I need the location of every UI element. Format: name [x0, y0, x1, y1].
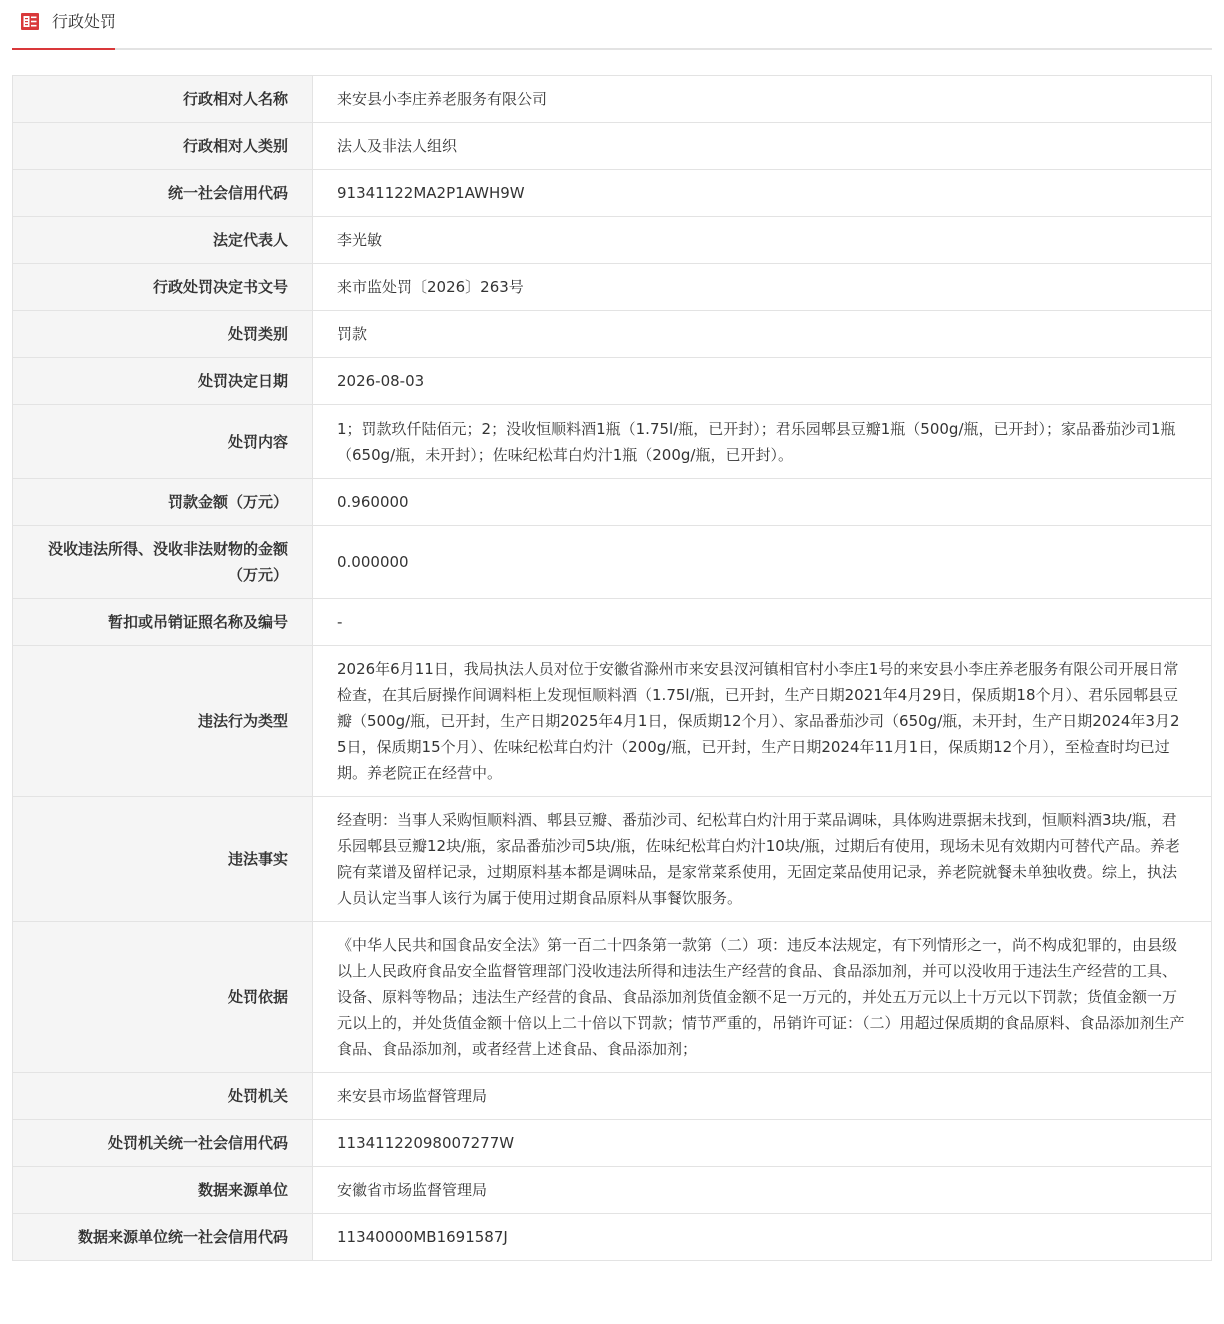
table-row	[13, 922, 1212, 1073]
field-label: 处罚类别	[13, 311, 313, 358]
table-row	[13, 123, 1212, 170]
table-row	[13, 1120, 1212, 1167]
field-value: 来市监处罚〔2026〕263号	[313, 264, 1212, 311]
field-value: 李光敏	[313, 217, 1212, 264]
table-row	[13, 1167, 1212, 1214]
field-label: 数据来源单位	[13, 1167, 313, 1214]
table-row	[13, 797, 1212, 922]
field-label: 没收违法所得、没收非法财物的金额（万元）	[13, 526, 313, 599]
field-value: -	[313, 599, 1212, 646]
field-label: 处罚机关统一社会信用代码	[13, 1120, 313, 1167]
table-row	[13, 170, 1212, 217]
table-row	[13, 646, 1212, 797]
field-value: 11340000MB1691587J	[313, 1214, 1212, 1261]
field-value: 《中华人民共和国食品安全法》第一百二十四条第一款第（二）项：违反本法规定，有下列情形之一，尚不构成犯罪的，由县级以上人民政府食品安全监督管理部门没收违法所得和违法生产经营的食品、食品添加剂，并可以没收用于违法生产经营的工具、设备、原料等物品；违法生产经营的食品、食品添加剂货值金额不足一万元的，并处五万元以上十万元以下罚款；货值金额一万元以上的，并处货值金额十倍以上二十倍以下罚款；情节严重的，吊销许可证：（二）用超过保质期的食品原料、食品添加剂生产食品、食品添加剂，或者经营上述食品、食品添加剂；	[313, 922, 1212, 1073]
table-row	[13, 1073, 1212, 1120]
field-label: 违法行为类型	[13, 646, 313, 797]
field-label: 违法事实	[13, 797, 313, 922]
penalty-detail-table	[12, 75, 1212, 1261]
tab-administrative-penalty[interactable]	[12, 0, 115, 50]
field-value: 经查明：当事人采购恒顺料酒、郫县豆瓣、番茄沙司、纪松茸白灼汁用于菜品调味，具体购进票据未找到，恒顺料酒3块/瓶，君乐园郫县豆瓣12块/瓶，家品番茄沙司5块/瓶，佐味纪松茸白灼汁10块/瓶，过期后有使用，现场未见有效期内可替代产品。养老院有菜谱及留样记录，过期原料基本都是调味品，是家常菜系使用，无固定菜品使用记录，养老院就餐未单独收费。综上，执法人员认定当事人该行为属于使用过期食品原料从事餐饮服务。	[313, 797, 1212, 922]
field-label: 处罚决定日期	[13, 358, 313, 405]
field-label: 数据来源单位统一社会信用代码	[13, 1214, 313, 1261]
field-label: 行政相对人名称	[13, 76, 313, 123]
tab-label: 行政处罚	[52, 12, 117, 31]
field-label: 行政相对人类别	[13, 123, 313, 170]
field-label: 处罚机关	[13, 1073, 313, 1120]
field-value: 法人及非法人组织	[313, 123, 1212, 170]
field-label: 处罚依据	[13, 922, 313, 1073]
table-row	[13, 311, 1212, 358]
field-label: 暂扣或吊销证照名称及编号	[13, 599, 313, 646]
document-list-icon	[21, 13, 39, 30]
table-row	[13, 76, 1212, 123]
field-value: 11341122098007277W	[313, 1120, 1212, 1167]
table-row	[13, 217, 1212, 264]
field-value: 来安县小李庄养老服务有限公司	[313, 76, 1212, 123]
table-row	[13, 358, 1212, 405]
field-value: 1；罚款玖仟陆佰元；2；没收恒顺料酒1瓶（1.75l/瓶，已开封）；君乐园郫县豆瓣1瓶（500g/瓶，已开封）；家品番茄沙司1瓶（650g/瓶，未开封）；佐味纪松茸白灼汁1瓶（200g/瓶，已开封）。	[313, 405, 1212, 479]
table-row	[13, 526, 1212, 599]
field-label: 罚款金额（万元）	[13, 479, 313, 526]
field-value: 来安县市场监督管理局	[313, 1073, 1212, 1120]
field-value: 安徽省市场监督管理局	[313, 1167, 1212, 1214]
field-value: 0.000000	[313, 526, 1212, 599]
page-header	[12, 0, 1212, 50]
field-value: 2026-08-03	[313, 358, 1212, 405]
field-label: 行政处罚决定书文号	[13, 264, 313, 311]
table-row	[13, 1214, 1212, 1261]
field-label: 处罚内容	[13, 405, 313, 479]
table-row	[13, 599, 1212, 646]
table-row	[13, 405, 1212, 479]
field-label: 法定代表人	[13, 217, 313, 264]
field-value: 罚款	[313, 311, 1212, 358]
field-value: 0.960000	[313, 479, 1212, 526]
table-row	[13, 264, 1212, 311]
table-row	[13, 479, 1212, 526]
field-value: 91341122MA2P1AWH9W	[313, 170, 1212, 217]
field-label: 统一社会信用代码	[13, 170, 313, 217]
field-value: 2026年6月11日，我局执法人员对位于安徽省滁州市来安县汊河镇相官村小李庄1号的来安县小李庄养老服务有限公司开展日常检查，在其后厨操作间调料柜上发现恒顺料酒（1.75l/瓶，已开封，生产日期2021年4月29日，保质期18个月）、君乐园郫县豆瓣（500g/瓶，已开封，生产日期2025年4月1日，保质期12个月）、家品番茄沙司（650g/瓶，未开封，生产日期2024年3月25日，保质期15个月）、佐味纪松茸白灼汁（200g/瓶，已开封，生产日期2024年11月1日，保质期12个月），至检查时均已过期。养老院正在经营中。	[313, 646, 1212, 797]
